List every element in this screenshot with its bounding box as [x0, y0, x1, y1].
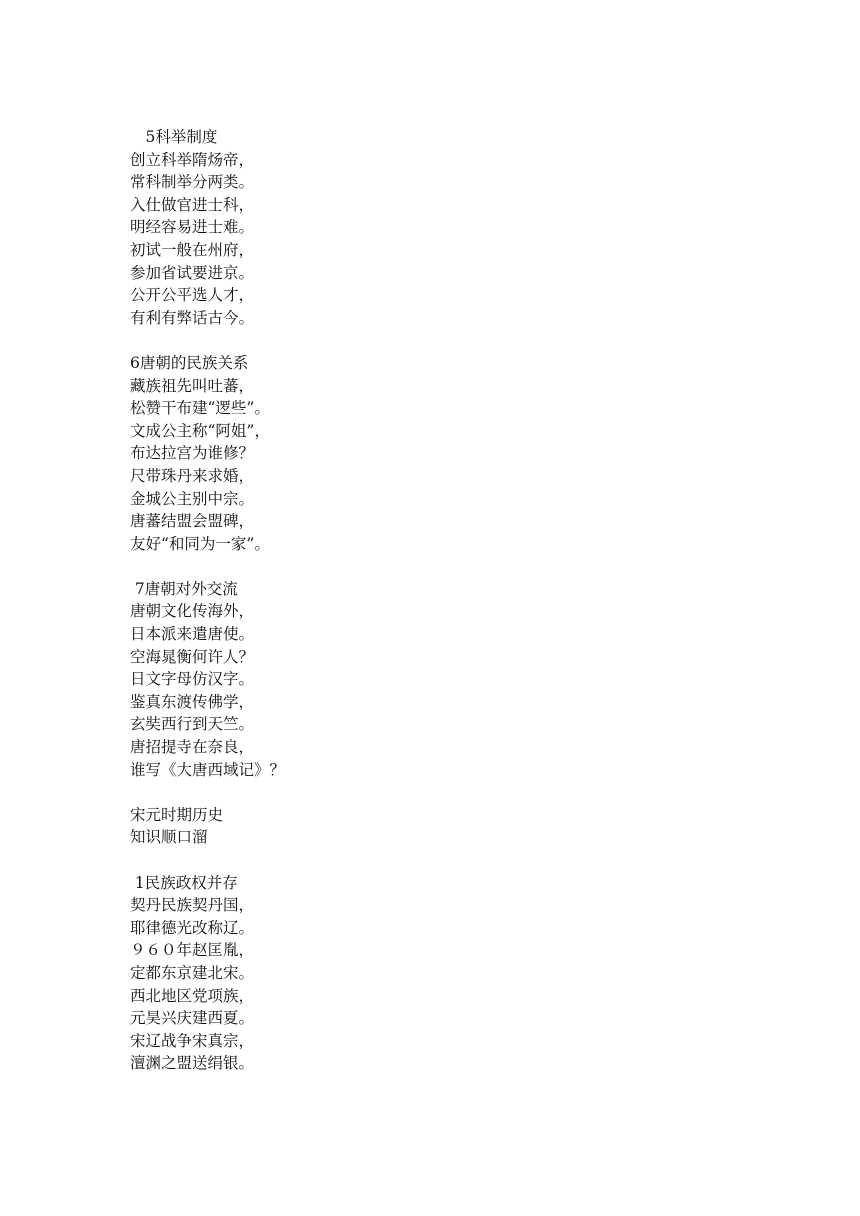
- verse-line: 唐招提寺在奈良，: [130, 738, 255, 757]
- verse-line: 布达拉宫为谁修？: [130, 444, 255, 463]
- section-heading: 5科举制度: [130, 128, 218, 146]
- verse-line: 谁写《大唐西域记》？: [130, 760, 286, 779]
- verse-line: 唐蕃结盟会盟碑，: [130, 512, 255, 531]
- section-tang-ethnic-relations: [130, 352, 730, 555]
- verse-line: 金城公主别中宗。: [130, 489, 255, 508]
- verse-line: 常科制举分两类。: [130, 173, 255, 192]
- section-spacer: [130, 781, 730, 804]
- section-song-yuan-title: [130, 804, 730, 849]
- part-title: 宋元时期历史: [130, 805, 224, 824]
- verse-line: 尺带珠丹来求婚，: [130, 466, 255, 485]
- verse-line: 初试一般在州府，: [130, 240, 255, 259]
- poem-text-body: [130, 126, 730, 1075]
- verse-line: 入仕做官进士科，: [130, 195, 255, 214]
- verse-line: 耶律德光改称辽。: [130, 918, 255, 937]
- verse-line: 唐朝文化传海外，: [130, 602, 255, 621]
- verse-line: 松赞干布建“逻些”。: [130, 399, 270, 418]
- section-tang-foreign-exchange: [130, 578, 730, 781]
- section-keju: [130, 126, 730, 329]
- section-heading: 1民族政权并存: [130, 873, 238, 892]
- verse-line: 元昊兴庆建西夏。: [130, 1009, 255, 1028]
- verse-line: 有利有弊话古今。: [130, 308, 255, 327]
- verse-line: 鉴真东渡传佛学，: [130, 692, 255, 711]
- verse-line: 藏族祖先叫吐蕃，: [130, 376, 255, 395]
- verse-line: 西北地区党项族，: [130, 986, 255, 1005]
- verse-line: 文成公主称“阿姐”，: [130, 421, 270, 440]
- section-spacer: [130, 849, 730, 872]
- part-subtitle: 知识顺口溜: [130, 828, 208, 847]
- section-heading: 6唐朝的民族关系: [130, 353, 249, 372]
- section-heading: 7唐朝对外交流: [130, 579, 238, 598]
- verse-line: 创立科举隋炀帝，: [130, 150, 255, 169]
- section-spacer: [130, 329, 730, 352]
- verse-line: 参加省试要进京。: [130, 263, 255, 282]
- section-ethnic-regimes: [130, 872, 730, 1075]
- verse-line: 定都东京建北宋。: [130, 963, 255, 982]
- verse-line: 空海晁衡何许人？: [130, 647, 255, 666]
- verse-line: 友好“和同为一家”。: [130, 534, 270, 553]
- verse-line: 澶渊之盟送绢银。: [130, 1054, 255, 1073]
- verse-line: ９６０年赵匡胤，: [130, 941, 255, 960]
- verse-line: 玄奘西行到天竺。: [130, 715, 255, 734]
- verse-line: 宋辽战争宋真宗，: [130, 1031, 255, 1050]
- verse-line: 契丹民族契丹国，: [130, 896, 255, 915]
- verse-line: 公开公平选人才，: [130, 286, 255, 305]
- verse-line: 明经容易进士难。: [130, 218, 255, 237]
- verse-line: 日文字母仿汉字。: [130, 670, 255, 689]
- verse-line: 日本派来遣唐使。: [130, 625, 255, 644]
- section-spacer: [130, 555, 730, 578]
